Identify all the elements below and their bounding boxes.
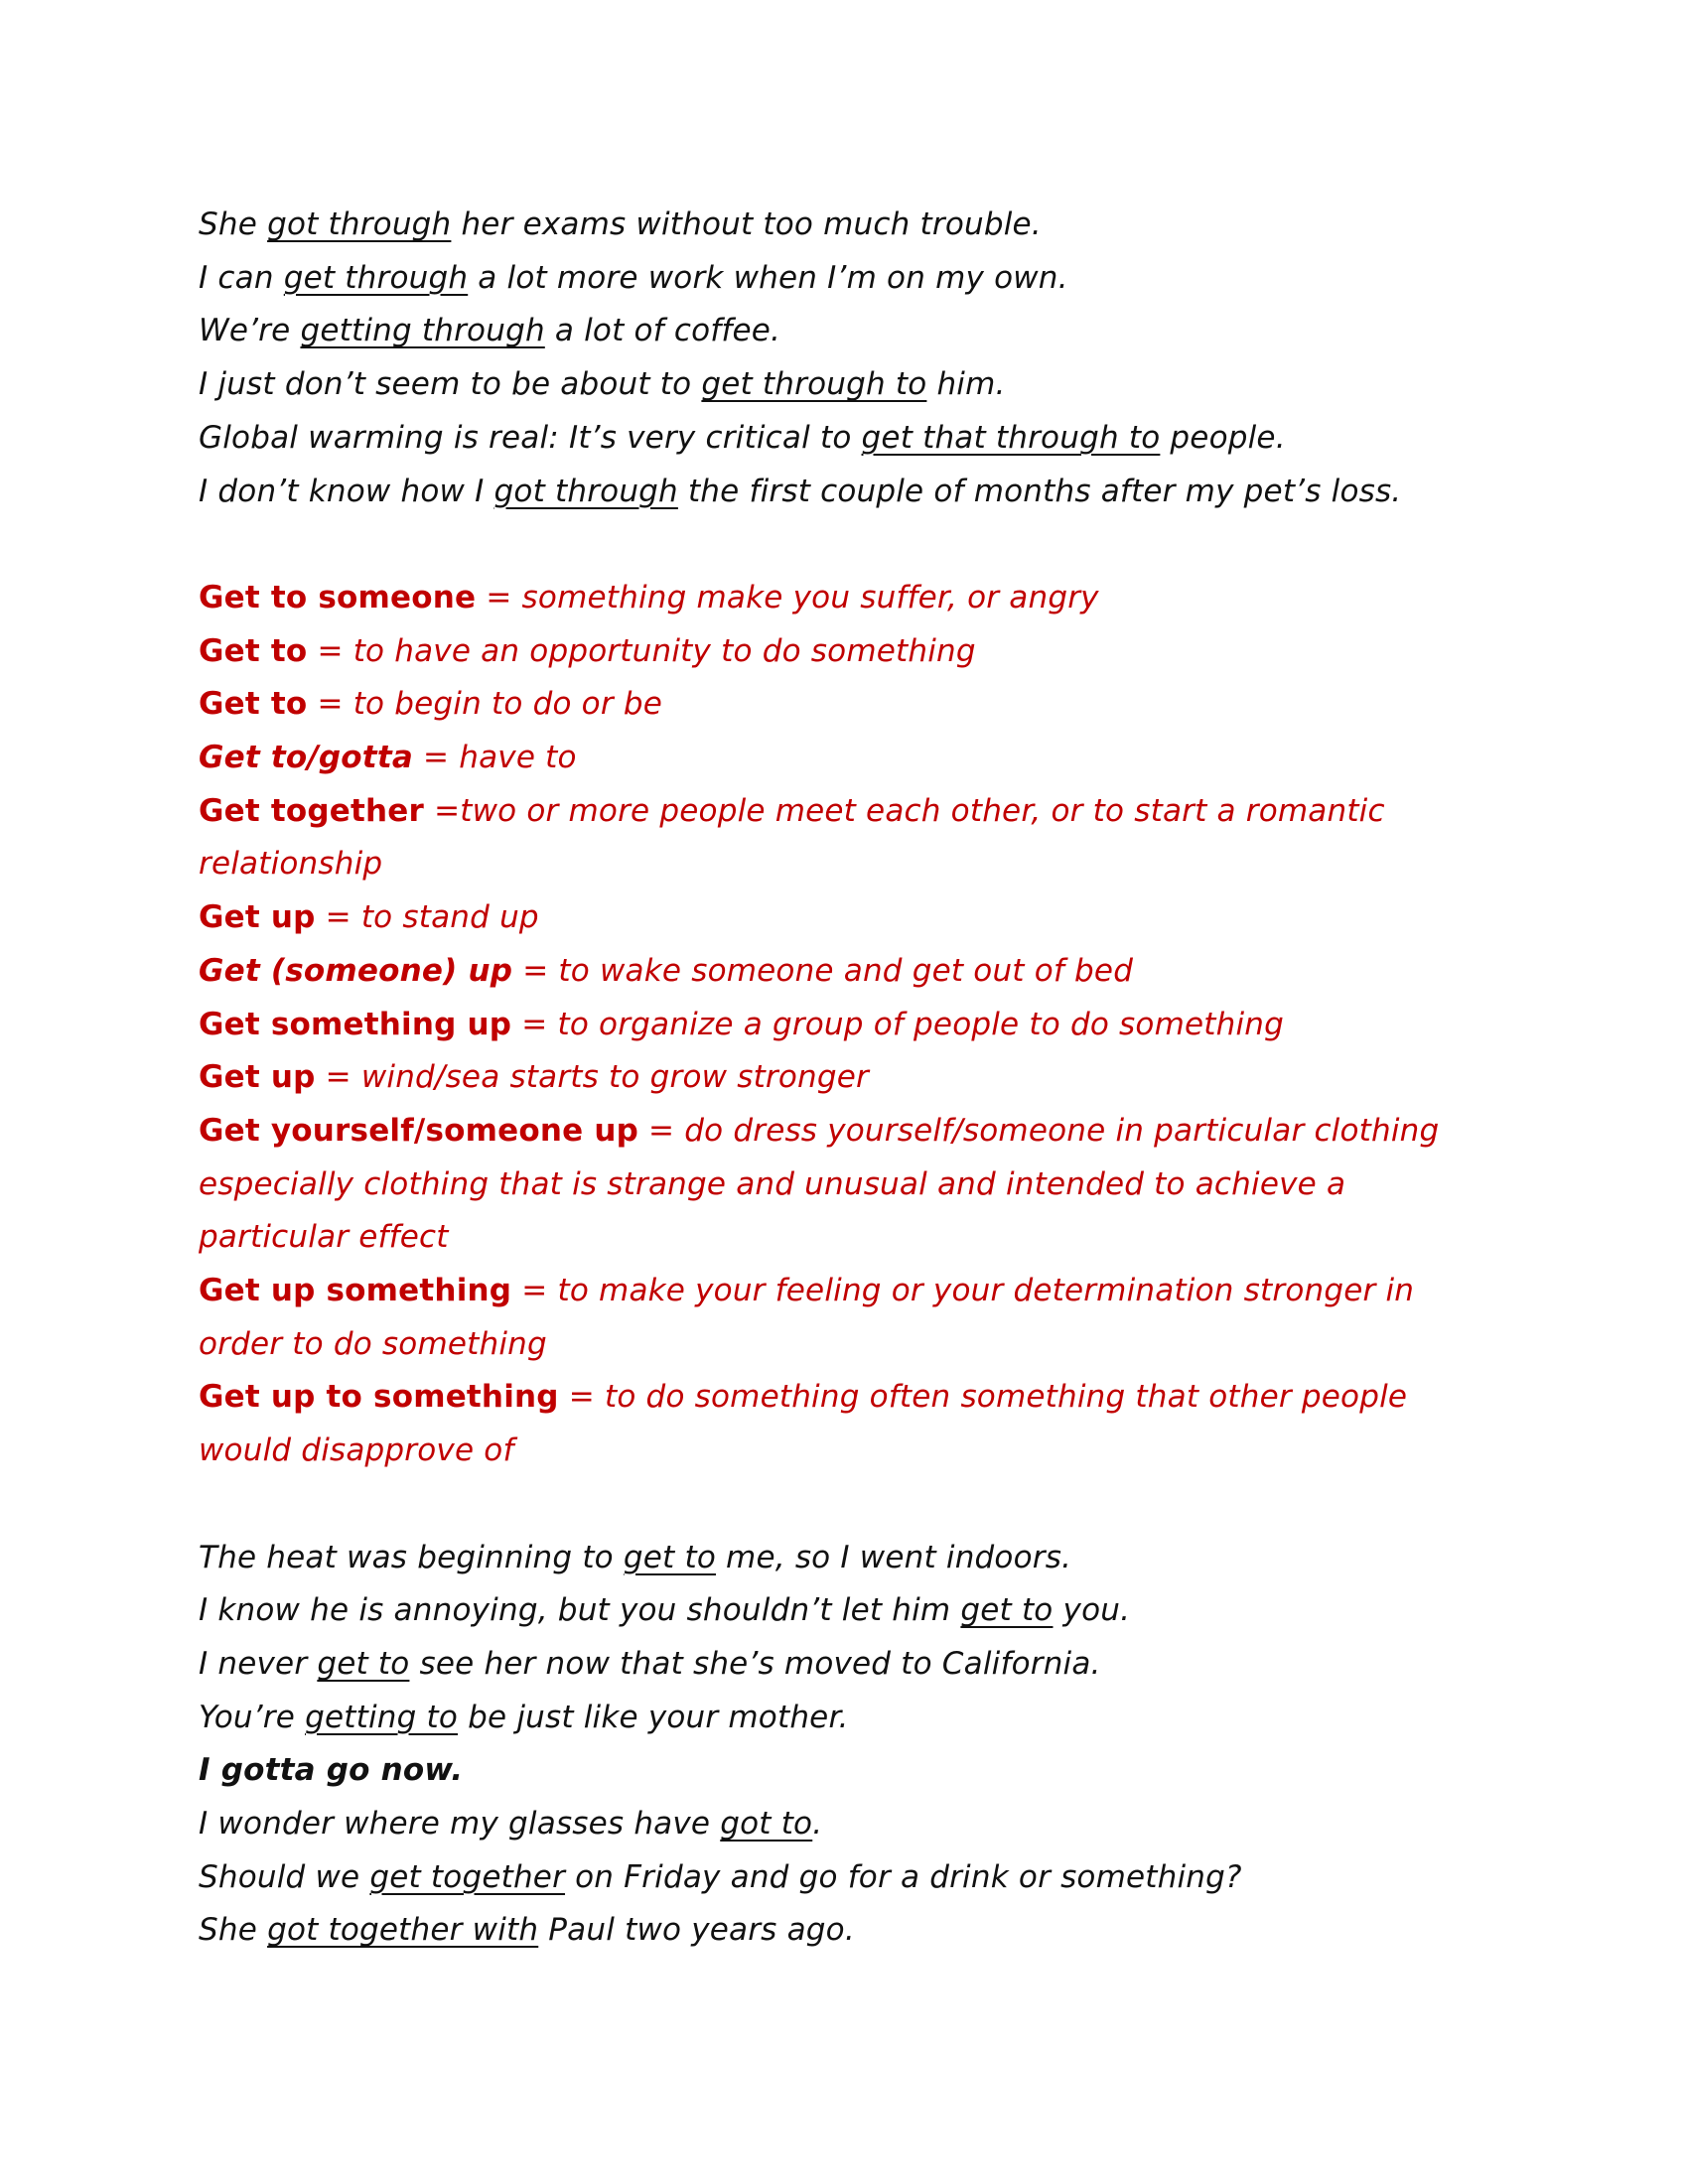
definition-term: Get together xyxy=(199,792,425,829)
example-text: on Friday and go for a drink or something? xyxy=(565,1858,1242,1895)
definition-line xyxy=(199,625,1489,679)
example-text: She xyxy=(199,206,268,242)
example-text: . xyxy=(812,1806,823,1843)
example-phrase: get to xyxy=(960,1592,1054,1629)
example-phrase: getting through xyxy=(300,313,545,349)
example-line xyxy=(199,1532,1489,1585)
definition-term: Get to/gotta xyxy=(199,740,413,776)
example-text: people. xyxy=(1160,419,1286,456)
example-text: I don’t know how I xyxy=(199,473,494,509)
example-text: see her now that she’s moved to California. xyxy=(409,1645,1101,1682)
definition-meaning: = to have an opportunity to do something xyxy=(307,632,976,669)
definition-meaning: = something make you suffer, or angry xyxy=(476,579,1099,615)
document-page xyxy=(199,199,1489,1958)
definition-meaning: =two or more people meet each other, or to start a romantic relationship xyxy=(199,792,1385,883)
definition-meaning: = to do something often something that other people would disapprove of xyxy=(199,1379,1408,1469)
definition-line xyxy=(199,678,1489,732)
example-line xyxy=(199,252,1489,306)
definition-term: Get up xyxy=(199,899,316,936)
example-text: Paul two years ago. xyxy=(538,1912,855,1949)
definition-meaning: = have to xyxy=(412,740,577,776)
definition-meaning: = to begin to do or be xyxy=(307,686,662,723)
example-line xyxy=(199,199,1489,252)
definition-term: Get yourself/someone up xyxy=(199,1112,638,1149)
example-line xyxy=(199,466,1489,519)
definition-line xyxy=(199,572,1489,625)
definition-line xyxy=(199,891,1489,945)
example-text: I know he is annoying, but you shouldn’t let him xyxy=(199,1592,961,1629)
example-text: a lot more work when I’m on my own. xyxy=(468,259,1068,296)
definition-term: Get to xyxy=(199,632,308,669)
example-line xyxy=(199,1692,1489,1745)
definition-term: Get up something xyxy=(199,1273,512,1309)
example-phrase: got through xyxy=(493,473,678,509)
example-text: The heat was beginning to xyxy=(199,1539,624,1575)
example-text: You’re xyxy=(199,1699,306,1735)
example-phrase: get to xyxy=(317,1645,410,1682)
definition-line xyxy=(199,1051,1489,1105)
paragraph-gap xyxy=(199,518,1489,572)
example-text: She xyxy=(199,1912,268,1949)
definition-line xyxy=(199,1371,1489,1477)
example-line xyxy=(199,1904,1489,1958)
definition-term: Get (someone) up xyxy=(199,952,513,989)
definition-line xyxy=(199,785,1489,891)
definition-meaning: = do dress yourself/someone in particular clothing especially clothing that is strange and unusual and intended to achieve a particular effect xyxy=(199,1112,1440,1256)
example-line xyxy=(199,1584,1489,1638)
definition-term: Get to xyxy=(199,686,308,723)
definition-meaning: = to make your feeling or your determination stronger in order to do something xyxy=(199,1273,1415,1362)
example-text: me, so I went indoors. xyxy=(716,1539,1072,1575)
definitions-list xyxy=(199,572,1489,1478)
example-phrase: get through xyxy=(283,259,469,296)
example-phrase: got through xyxy=(267,206,452,242)
paragraph-gap xyxy=(199,1478,1489,1532)
example-text: him. xyxy=(926,366,1006,403)
definition-line xyxy=(199,1265,1489,1371)
example-phrase: get together xyxy=(369,1858,566,1895)
example-text: the first couple of months after my pet’s loss. xyxy=(677,473,1402,509)
get-through-examples xyxy=(199,199,1489,518)
get-to-examples xyxy=(199,1532,1489,1959)
definition-line xyxy=(199,732,1489,785)
example-text: I wonder where my glasses have xyxy=(199,1806,721,1843)
example-phrase: got to xyxy=(720,1806,813,1843)
example-text: I just don’t seem to be about to xyxy=(199,366,702,403)
example-phrase: get through to xyxy=(701,366,927,403)
example-text: you. xyxy=(1053,1592,1131,1629)
example-text: a lot of coffee. xyxy=(544,313,781,349)
example-text: We’re xyxy=(199,313,301,349)
example-line xyxy=(199,1638,1489,1692)
definition-line xyxy=(199,999,1489,1052)
definition-line xyxy=(199,945,1489,999)
definition-meaning: = to wake someone and get out of bed xyxy=(512,952,1134,989)
example-line xyxy=(199,305,1489,358)
example-phrase: get that through to xyxy=(861,419,1161,456)
example-line xyxy=(199,1798,1489,1851)
example-phrase: get to xyxy=(623,1539,716,1575)
example-line xyxy=(199,358,1489,412)
definition-meaning: = to stand up xyxy=(315,899,539,936)
example-text: be just like your mother. xyxy=(458,1699,849,1735)
example-line-bold: I gotta go now. xyxy=(199,1752,464,1789)
example-phrase: getting to xyxy=(305,1699,459,1735)
example-text: her exams without too much trouble. xyxy=(451,206,1042,242)
example-text: I never xyxy=(199,1645,318,1682)
example-phrase: got together with xyxy=(267,1912,539,1949)
example-text: I can xyxy=(199,259,284,296)
definition-meaning: = wind/sea starts to grow stronger xyxy=(315,1059,869,1096)
definition-term: Get up xyxy=(199,1059,316,1096)
definition-line xyxy=(199,1105,1489,1265)
example-line xyxy=(199,412,1489,466)
definition-term: Get to someone xyxy=(199,579,477,615)
example-text: Should we xyxy=(199,1858,370,1895)
example-line xyxy=(199,1851,1489,1905)
definition-term: Get up to something xyxy=(199,1379,559,1416)
definition-term: Get something up xyxy=(199,1006,512,1042)
definition-meaning: = to organize a group of people to do something xyxy=(511,1006,1284,1042)
example-text: Global warming is real: It’s very critical to xyxy=(199,419,862,456)
